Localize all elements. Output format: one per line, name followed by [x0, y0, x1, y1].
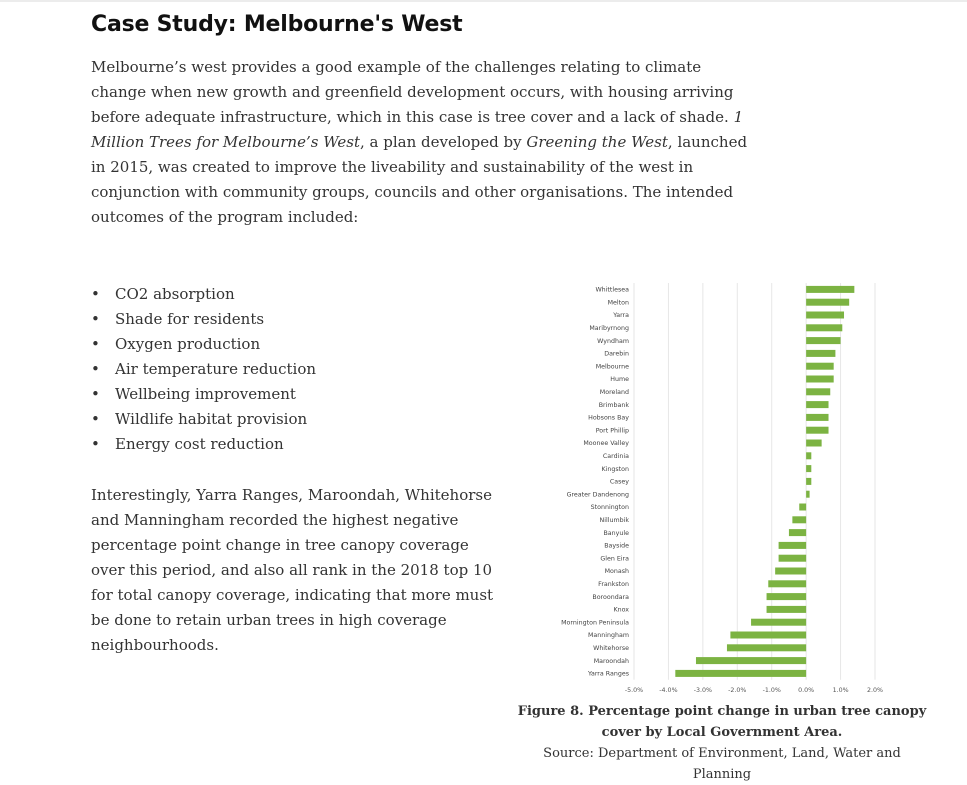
category-label: Monash: [604, 568, 629, 576]
category-label: Hobsons Bay: [588, 414, 629, 422]
bar: [806, 363, 834, 370]
bar: [751, 619, 806, 626]
category-label: Knox: [613, 606, 629, 614]
category-label: Banyule: [603, 529, 629, 537]
x-tick-label: 1.0%: [832, 686, 849, 694]
list-item: • Energy cost reduction: [91, 432, 316, 457]
intro-text-3: , launched in 2015, was created to improve the liveability and sustainability of the west in conjunction with community groups, councils and other organisations. The intended outcomes of the program included:: [91, 133, 748, 226]
category-label: Moonee Valley: [583, 440, 629, 448]
bar: [806, 491, 809, 498]
category-label: Whittlesea: [595, 286, 629, 294]
bar: [779, 555, 807, 562]
category-label: Cardinia: [602, 453, 629, 460]
category-label: Bayside: [604, 542, 629, 550]
category-label: Nillumbik: [599, 517, 629, 524]
x-tick-label: -1.0%: [762, 686, 781, 694]
bar: [806, 376, 834, 383]
bar: [675, 670, 806, 677]
bar: [775, 568, 806, 575]
category-label: Whitehorse: [593, 645, 629, 652]
page-title: Case Study: Melbourne's West: [91, 12, 463, 37]
bar: [806, 299, 849, 306]
category-label: Melton: [607, 299, 629, 307]
bar: [806, 440, 821, 447]
intro-text-2: , a plan developed by: [360, 133, 527, 151]
category-label: Brimbank: [598, 401, 629, 409]
category-label: Mornington Peninsula: [561, 619, 629, 627]
x-tick-label: -4.0%: [659, 686, 678, 694]
figure-caption: [516, 701, 928, 785]
bar: [730, 632, 806, 639]
category-label: Yarra: [613, 312, 629, 320]
category-label: Casey: [609, 478, 629, 486]
bar: [767, 606, 807, 613]
bar: [806, 465, 811, 472]
intro-text-1: Melbourne’s west provides a good example of the challenges relating to climate change when new growth and greenfield development occurs, with housing arriving before adequate infrastructure, which in this case is tree cover and a lack of shade.: [91, 58, 734, 126]
category-label: Frankston: [598, 581, 629, 588]
category-label: Manningham: [588, 632, 629, 640]
top-divider: [0, 0, 967, 2]
bar: [806, 452, 811, 459]
list-item: • Wildlife habitat provision: [91, 407, 316, 432]
analysis-paragraph: Interestingly, Yarra Ranges, Maroondah, Whitehorse and Manningham recorded the highest negative percentage point change in tree canopy coverage over this period, and also all rank in the 2018 top 10 for total canopy coverage, indicating that more must be done to retain urban trees in high coverage neighbourhoods.: [91, 486, 494, 654]
outcomes-list: [91, 282, 316, 457]
category-label: Moreland: [599, 389, 629, 396]
bar: [727, 644, 806, 651]
bar: [806, 388, 830, 395]
plan-title: 1 Million Trees for Melbourne’s West: [91, 108, 744, 151]
bar: [806, 427, 828, 434]
category-label: Maroondah: [593, 657, 629, 665]
canopy-change-chart: [520, 278, 900, 694]
bar: [789, 529, 806, 536]
bar: [806, 337, 840, 344]
bar: [767, 593, 807, 600]
bar: [806, 401, 828, 408]
list-item: • Shade for residents: [91, 307, 316, 332]
bar: [806, 312, 844, 319]
category-label: Maribyrnong: [589, 325, 629, 332]
bar: [768, 580, 806, 587]
intro-paragraph: [91, 55, 759, 230]
category-label: Melbourne: [595, 363, 629, 371]
figure-source: Source: Department of Environment, Land, Water and Planning: [543, 746, 901, 782]
bar: [806, 478, 811, 485]
list-item: • Oxygen production: [91, 332, 316, 357]
bar: [806, 414, 828, 421]
category-label: Port Phillip: [595, 427, 629, 435]
bar: [806, 324, 842, 331]
list-item: • Wellbeing improvement: [91, 382, 316, 407]
bar: [806, 286, 854, 293]
x-tick-label: -2.0%: [728, 686, 747, 694]
x-tick-label: -5.0%: [624, 686, 644, 694]
category-label: Wyndham: [597, 337, 629, 345]
category-label: Darebin: [604, 350, 629, 358]
category-label: Kingston: [601, 465, 629, 473]
category-label: Stonnington: [590, 504, 629, 512]
bar: [806, 350, 835, 357]
x-tick-label: 0.0%: [798, 686, 815, 694]
category-label: Glen Eira: [600, 555, 629, 563]
category-label: Greater Dandenong: [566, 491, 629, 499]
x-tick-label: -3.0%: [693, 686, 712, 694]
category-label: Yarra Ranges: [587, 670, 629, 678]
bar: [696, 657, 806, 664]
x-tick-label: 2.0%: [867, 686, 883, 694]
category-label: Hume: [610, 376, 629, 384]
figure-title: Figure 8. Percentage point change in urban tree canopy cover by Local Government Area.: [517, 704, 927, 740]
bar: [792, 516, 806, 523]
bar: [799, 504, 806, 511]
list-item: • CO2 absorption: [91, 282, 316, 307]
list-item: • Air temperature reduction: [91, 357, 316, 382]
organisation-name: Greening the West: [526, 133, 668, 151]
bar: [779, 542, 807, 549]
category-label: Boroondara: [592, 593, 629, 601]
